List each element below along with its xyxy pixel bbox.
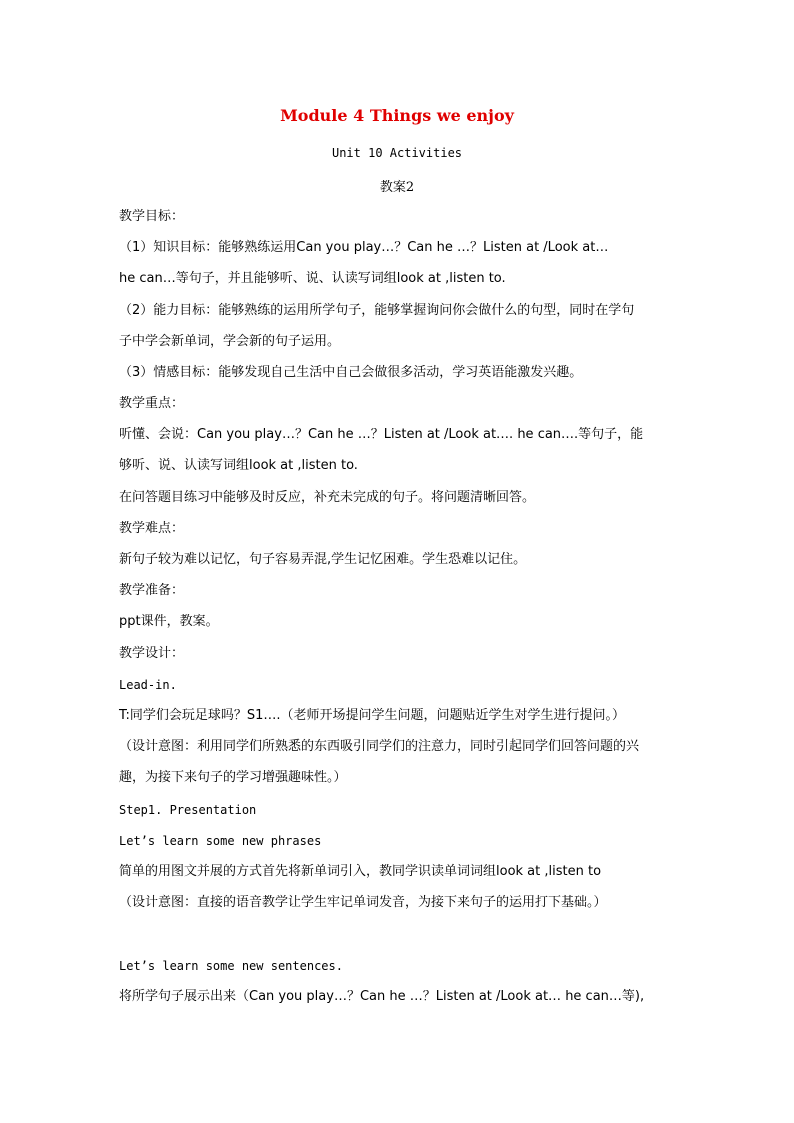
heading-key-points: 教学重点： (119, 396, 185, 411)
paragraph-line: Let’s learn some new sentences. (119, 959, 343, 973)
heading-difficulties: 教学难点： (119, 521, 185, 536)
step-heading: Step1. Presentation (119, 803, 257, 817)
document-subtitle: Unit 10 Activities (331, 146, 463, 160)
heading-objectives: 教学目标： (119, 209, 185, 224)
paragraph-line: （1）知识目标：能够熟练运用Can you play…？Can he …？Listen at /Look at… (119, 240, 609, 255)
paragraph-line: Let’s learn some new phrases (119, 834, 322, 848)
paragraph-line: 趣，为接下来句子的学习增强趣味性。） (119, 770, 347, 785)
paragraph-line: （设计意图：直接的语音教学让学生牢记单词发音，为接下来句子的运用打下基础。） (119, 895, 607, 910)
paragraph-line: 将所学句子展示出来（Can you play…？Can he …？Listen at /Look at… he can…等), (119, 989, 645, 1004)
document-title: Module 4 Things we enjoy (280, 106, 514, 125)
paragraph-line: （3）情感目标：能够发现自己生活中自己会做很多活动，学习英语能激发兴趣。 (119, 365, 583, 380)
paragraph-line: Lead-in. (119, 678, 177, 692)
lesson-label: 教案2 (379, 180, 415, 195)
paragraph-line: he can…等句子，并且能够听、说、认读写词组look at ,listen to. (119, 271, 506, 286)
paragraph-line: 听懂、会说：Can you play…？Can he …？Listen at /Look at…. he can….等句子，能 (119, 427, 644, 442)
paragraph-line: 新句子较为难以记忆，句子容易弄混,学生记忆困难。学生恐难以记住。 (119, 552, 527, 567)
paragraph-line: （设计意图：利用同学们所熟悉的东西吸引同学们的注意力，同时引起同学们回答问题的兴 (119, 739, 640, 754)
paragraph-line: 子中学会新单词，学会新的句子运用。 (119, 334, 341, 349)
paragraph-line: （2）能力目标：能够熟练的运用所学句子，能够掌握询问你会做什么的句型，同时在学句 (119, 303, 635, 318)
paragraph-line: 够听、说、认读写词组look at ,listen to. (119, 458, 358, 473)
paragraph-line: T:同学们会玩足球吗？S1….（老师开场提问学生问题，问题贴近学生对学生进行提问。） (119, 708, 626, 723)
paragraph-line: ppt课件，教案。 (119, 614, 219, 629)
heading-preparation: 教学准备： (119, 583, 185, 598)
paragraph-line: 简单的用图文并展的方式首先将新单词引入，教同学识读单词词组look at ,listen to (119, 864, 602, 879)
heading-design: 教学设计： (119, 646, 185, 661)
paragraph-line: 在问答题目练习中能够及时反应，补充未完成的句子。将问题清晰回答。 (119, 490, 536, 505)
